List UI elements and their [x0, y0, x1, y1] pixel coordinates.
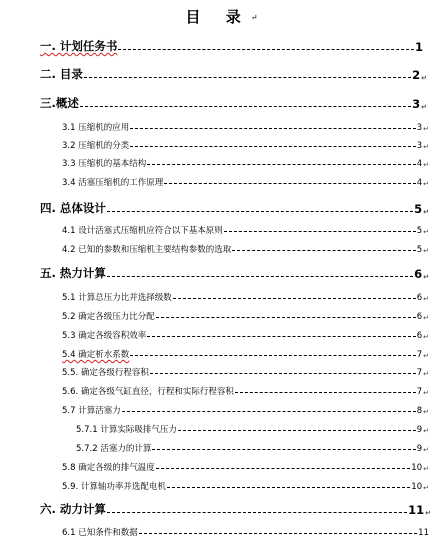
toc-entry-label: 一. 计划任务书: [40, 39, 118, 53]
toc-entry-page: 5: [416, 245, 423, 255]
toc-entry-page: 6: [416, 331, 423, 341]
toc-entry-page: 3: [412, 97, 421, 111]
toc-entry-4-1[interactable]: [62, 224, 429, 236]
paragraph-mark-icon: ↵: [250, 13, 258, 22]
dot-leader: [235, 392, 416, 393]
paragraph-mark-icon: ↵: [423, 389, 429, 397]
toc-entry-page: 7: [416, 387, 423, 397]
paragraph-mark-icon: ↵: [423, 484, 429, 492]
toc-entry-page: 5: [416, 226, 423, 236]
toc-entry-label: 5.7 计算活塞力: [62, 406, 121, 416]
paragraph-mark-icon: ↵: [425, 509, 431, 517]
toc-entry-5-9[interactable]: [62, 480, 429, 492]
toc-entry-plan[interactable]: [40, 38, 423, 54]
paragraph-mark-icon: ↵: [423, 247, 429, 255]
toc-entry-label: 5.6. 确定各级气缸直径，行程和实际行程容积: [62, 387, 234, 397]
toc-entry-overview[interactable]: [40, 95, 427, 111]
toc-entry-5-6[interactable]: [62, 385, 429, 397]
paragraph-mark-icon: ↵: [421, 74, 427, 82]
toc-entry-label: 5.2 确定各级压力比分配: [62, 312, 155, 322]
toc-title-text: 目 录: [185, 8, 251, 26]
dot-leader: [232, 250, 415, 251]
dot-leader: [173, 298, 416, 299]
dot-leader: [80, 106, 411, 107]
toc-entry-thermal[interactable]: [40, 265, 429, 281]
dot-leader: [122, 411, 416, 412]
toc-entry-label: 5.1 计算总压力比并选择级数: [62, 293, 172, 303]
toc-entry-6-1[interactable]: [62, 526, 429, 538]
toc-entry-page: 8: [416, 406, 423, 416]
toc-title: [0, 6, 443, 27]
dot-leader: [107, 276, 413, 277]
toc-entry-page: 3: [416, 123, 423, 133]
toc-entry-label: 5.4 确定析水系数: [62, 350, 130, 360]
paragraph-mark-icon: ↵: [423, 228, 429, 236]
toc-entry-page: 3: [416, 141, 423, 151]
dot-leader: [178, 430, 416, 431]
dot-leader: [130, 355, 415, 356]
toc-entry-page: 11: [418, 528, 429, 538]
dot-leader: [139, 533, 417, 534]
dot-leader: [107, 211, 413, 212]
toc-entry-page: 6: [414, 267, 423, 281]
paragraph-mark-icon: ↵: [423, 143, 429, 151]
toc-entry-label: 5.8 确定各级的排气温度: [62, 463, 155, 473]
paragraph-mark-icon: ↵: [423, 161, 429, 169]
dot-leader: [107, 512, 407, 513]
dot-leader: [156, 317, 416, 318]
dot-leader: [224, 231, 416, 232]
paragraph-mark-icon: ↵: [423, 208, 429, 216]
toc-entry-5-7-1[interactable]: [76, 423, 429, 435]
toc-entry-3-3[interactable]: [62, 157, 429, 169]
toc-entry-page: 6: [416, 293, 423, 303]
toc-entry-3-4[interactable]: [62, 176, 429, 188]
dot-leader: [164, 183, 415, 184]
toc-entry-dynamics[interactable]: [40, 501, 431, 517]
toc-entry-label: 4.2 已知的参数和压缩机主要结构参数的选取: [62, 245, 232, 255]
dot-leader: [130, 146, 415, 147]
toc-entry-page: 7: [416, 350, 423, 360]
toc-entry-label: 5.5. 确定各级行程容积: [62, 368, 149, 378]
toc-entry-page: 11: [408, 503, 425, 517]
toc-entry-label: 二. 目录: [40, 67, 83, 81]
paragraph-mark-icon: ↵: [421, 103, 427, 111]
paragraph-mark-icon: ↵: [423, 314, 429, 322]
toc-entry-5-7-2[interactable]: [76, 442, 429, 454]
dot-leader: [84, 77, 411, 78]
toc-entry-label: 3.1 压缩机的应用: [62, 123, 130, 133]
toc-entry-contents[interactable]: [40, 66, 427, 82]
toc-entry-page: 9: [416, 444, 423, 454]
toc-entry-3-2[interactable]: [62, 139, 429, 151]
toc-entry-overall-design[interactable]: [40, 200, 429, 216]
toc-entry-page: 4: [416, 159, 423, 169]
toc-entry-label: 5.7.1 计算实际吸排气压力: [76, 425, 177, 435]
toc-entry-page: 5: [414, 202, 423, 216]
toc-entry-label: 5.7.2 活塞力的计算: [76, 444, 152, 454]
toc-entry-5-5[interactable]: [62, 366, 429, 378]
toc-entry-page: 2: [412, 68, 421, 82]
toc-entry-page: 9: [416, 425, 423, 435]
paragraph-mark-icon: ↵: [423, 180, 429, 188]
toc-entry-label: 4.1 设计活塞式压缩机应符合以下基本原则: [62, 226, 223, 236]
toc-entry-label: 3.2 压缩机的分类: [62, 141, 130, 151]
toc-entry-5-7[interactable]: [62, 404, 429, 416]
toc-entry-5-1[interactable]: [62, 291, 429, 303]
toc-entry-5-3[interactable]: [62, 329, 429, 341]
dot-leader: [118, 49, 414, 50]
toc-entry-label: 5.3 确定各级容积效率: [62, 331, 147, 341]
paragraph-mark-icon: ↵: [423, 125, 429, 133]
dot-leader: [167, 487, 410, 488]
toc-entry-page: 6: [416, 312, 423, 322]
paragraph-mark-icon: ↵: [423, 370, 429, 378]
toc-entry-page: 1: [414, 40, 423, 54]
toc-entry-label: 六. 动力计算: [40, 502, 106, 516]
dot-leader: [152, 449, 415, 450]
toc-entry-5-8[interactable]: [62, 461, 429, 473]
toc-entry-page: 10: [411, 463, 423, 473]
dot-leader: [147, 336, 415, 337]
toc-entry-label: 6.1 已知条件和数据: [62, 528, 138, 538]
dot-leader: [130, 128, 415, 129]
dot-leader: [147, 164, 415, 165]
dot-leader: [150, 373, 416, 374]
toc-entry-4-2[interactable]: [62, 243, 429, 255]
toc-entry-5-4[interactable]: [62, 348, 429, 360]
paragraph-mark-icon: ↵: [423, 408, 429, 416]
toc-entry-5-2[interactable]: [62, 310, 429, 322]
paragraph-mark-icon: ↵: [423, 352, 429, 360]
toc-entry-label: 三.概述: [40, 96, 79, 110]
paragraph-mark-icon: ↵: [423, 273, 429, 281]
paragraph-mark-icon: ↵: [423, 446, 429, 454]
toc-entry-label: 3.3 压缩机的基本结构: [62, 159, 147, 169]
paragraph-mark-icon: ↵: [423, 427, 429, 435]
toc-entry-label: 3.4 活塞压缩机的工作原理: [62, 178, 164, 188]
paragraph-mark-icon: ↵: [423, 295, 429, 303]
toc-entry-label: 四. 总体设计: [40, 201, 106, 215]
toc-entry-page: 4: [416, 178, 423, 188]
toc-entry-3-1[interactable]: [62, 121, 429, 133]
toc-entry-label: 五. 热力计算: [40, 266, 106, 280]
toc-entry-page: 7: [416, 368, 423, 378]
paragraph-mark-icon: ↵: [423, 465, 429, 473]
toc-entry-page: 10: [411, 482, 423, 492]
toc-entry-label: 5.9. 计算轴功率并选配电机: [62, 482, 166, 492]
paragraph-mark-icon: ↵: [423, 333, 429, 341]
dot-leader: [156, 468, 411, 469]
